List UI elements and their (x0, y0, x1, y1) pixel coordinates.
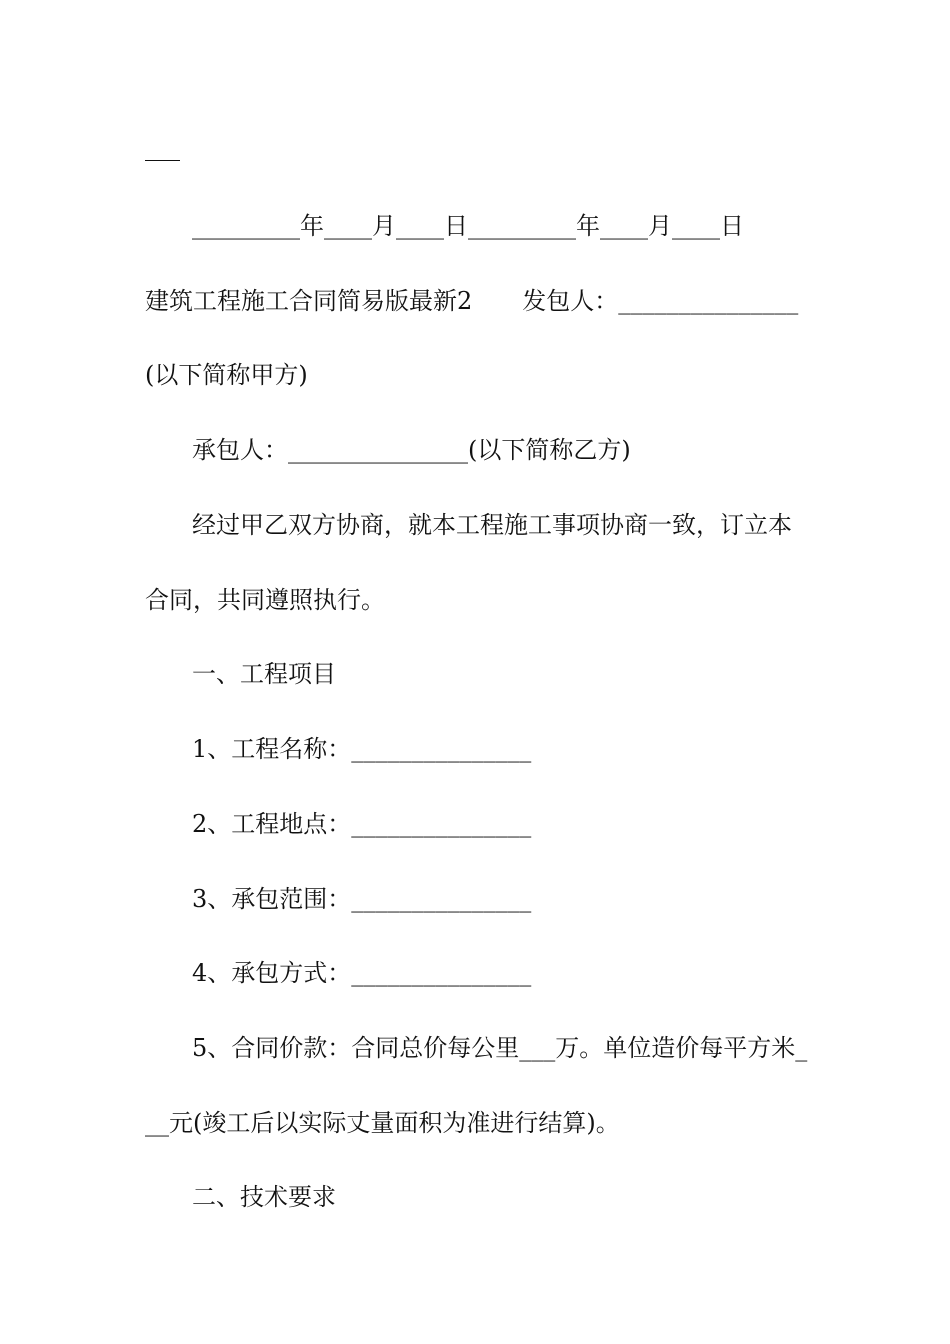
item-contract-scope: 3、承包范围：_______________ (192, 885, 532, 913)
item-contract-price-line-2: __元(竣工后以实际丈量面积为准进行结算)。 (145, 1109, 620, 1137)
section-heading-1: 一、工程项目 (192, 660, 336, 688)
item-project-location: 2、工程地点：_______________ (192, 810, 532, 838)
preamble-line-2: 合同，共同遵照执行。 (145, 586, 385, 614)
top-fragment-rule (145, 160, 180, 161)
title-line (145, 286, 798, 316)
date-line: _________年____月____日_________年____月____日 (192, 212, 744, 240)
section-heading-2: 二、技术要求 (192, 1183, 336, 1211)
item-contract-method: 4、承包方式：_______________ (192, 959, 532, 987)
preamble-line-1: 经过甲乙双方协商，就本工程施工事项协商一致，订立本 (192, 511, 792, 539)
document-title: 建筑工程施工合同简易版最新2 (145, 287, 473, 315)
item-contract-price-line-1: 5、合同价款：合同总价每公里___万。单位造价每平方米_ (192, 1034, 808, 1062)
item-project-name: 1、工程名称：_______________ (192, 735, 532, 763)
contractor-line: 承包人：_______________(以下简称乙方) (192, 436, 631, 464)
employer-label: 发包人：_______________ (522, 287, 799, 315)
employer-note: (以下简称甲方) (145, 361, 308, 389)
